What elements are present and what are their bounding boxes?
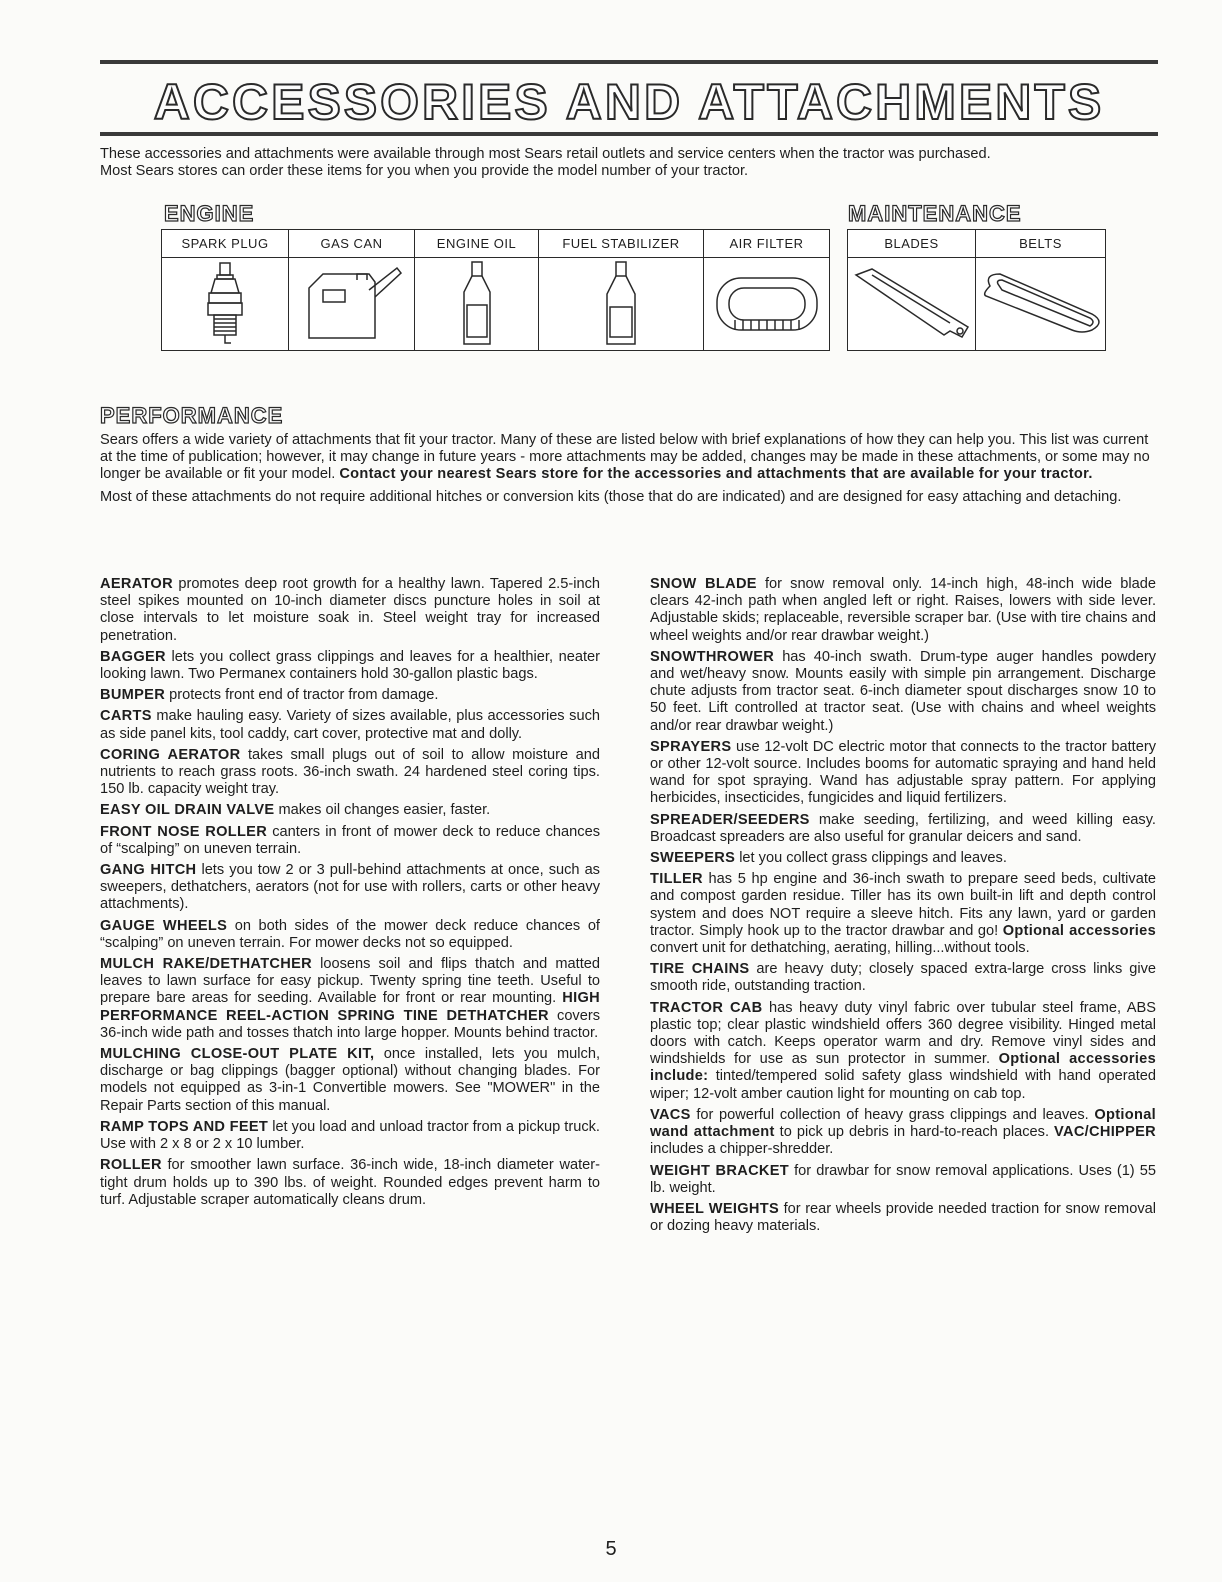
item-text: promotes deep root growth for a healthy lawn. Tapered 2.5-inch steel spikes mounted on 10-inch diameter discs puncture holes in soil at close intervals to let moisture soak in. Steel weight tray for increased penetration.	[100, 576, 600, 644]
item-term-secondary: Optional accessories	[1002, 922, 1156, 939]
item-text: once installed, lets you mulch, discharge or bag clippings (bagger optional) without changing blades. For models not equipped as 3-in-1 Convertible mowers. See "MOWER" in the Repair Parts section of this manual.	[100, 1046, 601, 1114]
item-term: VACS	[650, 1106, 691, 1123]
item-term: CARTS	[100, 708, 152, 725]
list-item	[100, 802, 600, 819]
item-text: on both sides of the mower deck reduce chances of “scalping” on uneven terrain. For mower decks not so equipped.	[100, 917, 600, 951]
list-item	[650, 850, 1156, 867]
item-term: TIRE CHAINS	[650, 961, 750, 978]
item-text: for powerful collection of heavy grass clippings and leaves.	[696, 1106, 1089, 1123]
item-term: TRACTOR CAB	[650, 999, 763, 1016]
list-item	[100, 687, 600, 704]
item-term: SNOW BLADE	[650, 576, 757, 592]
spark-plug-icon	[200, 260, 250, 348]
engine-accessories-table	[161, 229, 830, 351]
list-item	[650, 812, 1156, 846]
item-term: SPREADER/SEEDERS	[650, 811, 810, 828]
engine-heading: ENGINE	[164, 201, 255, 226]
item-text: are heavy duty; closely spaced extra-large cross links give smooth ride, outstanding traction.	[650, 961, 1157, 995]
performance-contact-note: Contact your nearest Sears store for the accessories and attachments that are available for your tractor.	[339, 466, 1093, 482]
item-text: let you load and unload tractor from a pickup truck. Use with 2 x 8 or 2 x 10 lumber.	[100, 1118, 600, 1153]
item-term: GAUGE WHEELS	[100, 917, 228, 934]
stabilizer-bottle-icon	[596, 259, 646, 349]
top-rule	[100, 60, 1158, 64]
page-title: ACCESSORIES AND ATTACHMENTS	[153, 74, 1105, 130]
item-text-secondary: covers 36-inch wide path and tosses thatch into large hopper. Mounts behind tractor.	[100, 1007, 600, 1041]
belt-icon	[978, 264, 1104, 344]
item-text: let you collect grass clippings and leaves.	[739, 850, 1007, 867]
maintenance-accessories-table	[847, 229, 1106, 351]
list-item	[650, 649, 1156, 735]
item-term: BAGGER	[100, 648, 166, 665]
item-text: lets you tow 2 or 3 pull-behind attachments at once, such as sweepers, dethatchers, aerators (not for use with rollers, carts or other heavy attachments).	[100, 862, 600, 913]
spark-plug-label: SPARK PLUG	[162, 230, 289, 258]
oil-bottle-icon	[452, 259, 502, 349]
item-text-secondary: convert unit for dethatching, aerating, hilling...without tools.	[650, 940, 1030, 957]
list-item	[650, 871, 1156, 957]
item-term: SPRAYERS	[650, 738, 732, 755]
performance-paragraph-1	[100, 432, 1160, 483]
item-text: use 12-volt DC electric motor that connects to the tractor battery or other 12-volt source. Includes booms for automatic spraying and hand held wand for spot spraying. Wand has adjustable spray pattern. For applying herbicides, insecticides, fungicides and liquid fertilizers.	[650, 738, 1156, 807]
item-text: make hauling easy. Variety of sizes available, plus accessories such as side panel kits, tool caddy, cart cover, protective mat and dolly.	[100, 708, 600, 742]
air-filter-label: AIR FILTER	[704, 230, 830, 258]
performance-paragraph-2: Most of these attachments do not require additional hitches or conversion kits (those that do are indicated) and are designed for easy attaching and detaching.	[100, 489, 1122, 505]
performance-paragraph-1-text: Sears offers a wide variety of attachments that fit your tractor. Many of these are listed below with brief explanations of how they can help you. This list was current at the time of publication; however, it may change in future years - more attachments may be added, changes may be made in these attachments, or some may no longer be available or fit your model.	[100, 432, 1150, 482]
item-text-secondary: to pick up debris in hard-to-reach places.	[779, 1124, 1050, 1141]
spark-plug-cell	[162, 258, 289, 351]
item-text-tertiary: includes a chipper-shredder.	[650, 1141, 834, 1158]
intro-text	[100, 146, 1170, 180]
intro-line-1: These accessories and attachments were available through most Sears retail outlets and service centers when the tractor was purchased.	[100, 146, 991, 162]
item-text: for rear wheels provide needed traction for snow removal or dozing heavy materials.	[650, 1200, 1156, 1235]
list-item	[650, 961, 1156, 995]
item-text: loosens soil and flips thatch and matted leaves to lawn surface for easy pickup. Twenty spring tine teeth. Useful to prepare bare areas for seeding. Available for front or rear mounting.	[100, 956, 600, 1007]
item-text: takes small plugs out of soil to allow moisture and nutrients to reach grass roots. 36-inch swath. 24 hardened steel coring tips. 150 lb. capacity weight tray.	[100, 746, 600, 798]
list-item	[100, 824, 600, 858]
page-number: 5	[605, 1538, 617, 1560]
item-term: WHEEL WEIGHTS	[650, 1200, 780, 1217]
item-text: lets you collect grass clippings and leaves for a healthier, neater looking lawn. Two Permanex containers hold 30-gallon plastic bags.	[100, 648, 600, 683]
list-item	[650, 1000, 1156, 1103]
list-item	[100, 708, 600, 742]
item-text: has 5 hp engine and 36-inch swath to prepare seed beds, cultivate and compost garden residue. Tiller has its own built-in lift and depth control system and does NOT require a sleeve hitch. Fits any lawn, yard or garden tractor. Simply hook up to the tractor drawbar and go!	[650, 871, 1157, 939]
list-item	[100, 1119, 600, 1153]
list-item	[650, 1201, 1156, 1235]
list-item	[100, 576, 600, 645]
list-item	[100, 649, 600, 683]
list-item	[650, 1163, 1156, 1197]
list-item	[100, 1046, 600, 1115]
item-term: MULCHING CLOSE-OUT PLATE KIT,	[100, 1046, 375, 1063]
attachments-right-column	[650, 576, 1156, 1239]
blades-cell	[848, 258, 976, 351]
item-text: has heavy duty vinyl fabric over tubular steel frame, ABS plastic top; clear plastic windshield offers 360 degree visibility. Hinged metal doors with catch. Keeps operator warm and dry. Remove vinyl sides and windshields for use as sun protector in summer.	[650, 999, 1156, 1068]
item-term: GANG HITCH	[100, 862, 197, 879]
gas-can-icon	[297, 260, 407, 348]
item-term: TILLER	[650, 871, 703, 888]
performance-text	[100, 432, 1160, 512]
item-text: canters in front of mower deck to reduce chances of “scalping” on uneven terrain.	[100, 823, 600, 857]
list-item	[100, 747, 600, 799]
item-term-tertiary: VAC/CHIPPER	[1054, 1124, 1156, 1141]
item-text: protects front end of tractor from damage.	[169, 687, 439, 704]
item-term: SWEEPERS	[650, 850, 736, 867]
belts-cell	[976, 258, 1106, 351]
item-term-secondary: Optional accessories include:	[650, 1051, 1156, 1085]
performance-heading: PERFORMANCE	[100, 403, 284, 428]
item-term: RAMP TOPS AND FEET	[100, 1118, 269, 1135]
engine-oil-cell	[415, 258, 539, 351]
blades-label: BLADES	[848, 230, 976, 258]
item-term: BUMPER	[100, 687, 166, 704]
belts-label: BELTS	[976, 230, 1106, 258]
gas-can-cell	[289, 258, 415, 351]
list-item	[650, 576, 1156, 645]
engine-oil-label: ENGINE OIL	[415, 230, 539, 258]
item-term: ROLLER	[100, 1157, 162, 1174]
item-term: AERATOR	[100, 576, 173, 592]
item-term: CORING AERATOR	[100, 746, 241, 763]
item-term-secondary: HIGH PERFORMANCE REEL-ACTION SPRING TINE DETHATCHER	[100, 990, 600, 1024]
list-item	[650, 739, 1156, 808]
item-term: WEIGHT BRACKET	[650, 1162, 789, 1179]
attachments-left-column	[100, 576, 600, 1213]
intro-line-2: Most Sears stores can order these items for you when you provide the model number of your tractor.	[100, 163, 749, 179]
item-term: MULCH RAKE/DETHATCHER	[100, 956, 312, 973]
item-text: for snow removal only. 14-inch high, 48-inch wide blade clears 42-inch path when angled left or right. Raises, lowers with side lever. Adjustable skids; replaceable, reversible scraper bar. (Use with tire chains and wheel weights and/or rear drawbar weight.)	[650, 576, 1156, 644]
air-filter-cell	[704, 258, 830, 351]
gas-can-label: GAS CAN	[289, 230, 415, 258]
fuel-stabilizer-label: FUEL STABILIZER	[539, 230, 704, 258]
list-item	[100, 918, 600, 952]
air-filter-icon	[711, 264, 823, 344]
list-item	[650, 1107, 1156, 1159]
blade-icon	[850, 261, 974, 347]
item-text: make seeding, fertilizing, and weed killing easy. Broadcast spreaders are also useful for granular deicers and sand.	[650, 811, 1156, 845]
title-underline	[100, 132, 1158, 136]
item-text: has 40-inch swath. Drum-type auger handles powdery and wet/heavy snow. Mounts easily with simple pin arrangement. Discharge chute adjusts from tractor seat. 6-inch diameter spout discharges snow 10 to 50 feet. Lift controlled at tractor seat. (Use with chains and wheel weights and/or rear drawbar weight.)	[650, 648, 1156, 734]
item-term: EASY OIL DRAIN VALVE	[100, 802, 275, 819]
item-term-secondary: Optional wand attachment	[650, 1106, 1156, 1141]
item-term: FRONT NOSE ROLLER	[100, 823, 268, 840]
item-text: makes oil changes easier, faster.	[278, 802, 491, 819]
item-term: SNOWTHROWER	[650, 648, 775, 665]
list-item	[100, 1157, 600, 1209]
fuel-stabilizer-cell	[539, 258, 704, 351]
list-item	[100, 956, 600, 1042]
item-text: for smoother lawn surface. 36-inch wide, 18-inch diameter water-tight drum holds up to 390 lbs. of weight. Rounded edges prevent harm to turf. Adjustable scraper automatically cleans drum.	[100, 1157, 600, 1208]
list-item	[100, 862, 600, 914]
maintenance-heading: MAINTENANCE	[848, 201, 1022, 226]
item-text-secondary: tinted/tempered solid safety glass windshield with hand operated wiper; 12-volt amber caution light for mounting on cab top.	[650, 1068, 1157, 1102]
item-text: for drawbar for snow removal applications. Uses (1) 55 lb. weight.	[650, 1162, 1156, 1196]
